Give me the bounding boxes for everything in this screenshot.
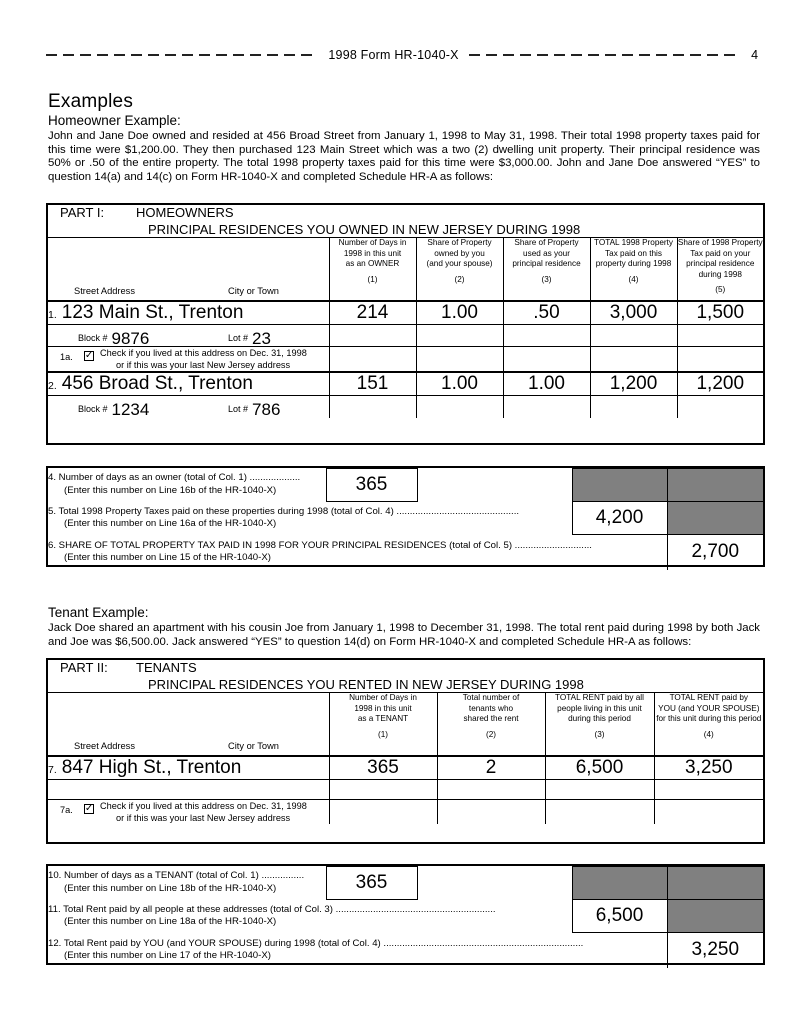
col-head-number: (4) xyxy=(628,274,639,284)
part1-blank-cell xyxy=(416,325,503,347)
line12-label-cell xyxy=(48,933,667,968)
table-row[interactable] xyxy=(48,325,763,347)
line5-value[interactable]: 4,200 xyxy=(572,502,667,535)
col-head-line: 1998 in this unit xyxy=(354,703,412,713)
part2-blank-cell xyxy=(437,800,545,825)
running-header xyxy=(46,48,758,62)
part2-checkbox-row[interactable] xyxy=(48,800,329,825)
col-head-number: (1) xyxy=(367,274,378,284)
part2-title-row xyxy=(48,660,763,693)
part2-col4-header xyxy=(654,693,763,757)
city-or-town-label: City or Town xyxy=(228,286,279,296)
checkbox-text-line2: or if this was your last New Jersey address xyxy=(116,360,291,370)
row-address-value: 456 Broad St., Trenton xyxy=(61,373,253,394)
part1-blank-cell xyxy=(503,325,590,347)
lot-value: 23 xyxy=(252,329,271,348)
part2-title-cell xyxy=(48,660,763,693)
col-head-number: (3) xyxy=(541,274,552,284)
col-head-number: (2) xyxy=(454,274,465,284)
col-head-line: Tax paid on your xyxy=(690,248,751,258)
checkbox-index: 7a. xyxy=(60,805,73,815)
line5-sub: (Enter this number on Line 16a of the HR-1040-X) xyxy=(64,518,277,530)
part2-blank-cell xyxy=(48,780,329,800)
part1-grid xyxy=(48,205,763,418)
shaded-cell xyxy=(667,469,763,502)
col-head-line: TOTAL 1998 Property xyxy=(593,238,674,247)
summary-line-5 xyxy=(48,502,763,535)
part1-blank-cell xyxy=(590,325,677,347)
line12-sub: (Enter this number on Line 17 of the HR-1040-X) xyxy=(64,950,271,962)
part1-subheading: PRINCIPAL RESIDENCES YOU OWNED IN NEW JERSEY DURING 1998 xyxy=(148,222,581,237)
summary-line-12 xyxy=(48,933,763,968)
part1-row2-col5[interactable]: 1,200 xyxy=(677,372,763,396)
homeowner-example-text: John and Jane Doe owned and resided at 456 Broad Street from January 1, 1998 to May 31, 1998. Their total 1998 property taxes paid for this time were $1,200.00. They then purchased 123 Main Street which was a two (2) dwelling unit property. Their principal residence was 50% or .50 of the entire property. The total 1998 property taxes paid for this time were $3,000.00. John and Jane Doe answered “YES” to question 14(a) and 14(c) on Form HR-1040-X and completed Schedule HR-A as follows: xyxy=(48,130,760,183)
part1-summary-grid xyxy=(48,468,764,570)
part2-row7-col3[interactable]: 6,500 xyxy=(545,756,654,780)
col-head-line: shared the rent xyxy=(463,714,519,724)
line12-label: 12. Total Rent paid by YOU (and YOUR SPOUSE) during 1998 (total of Col. 4) ........................................................................... xyxy=(48,937,584,949)
line10-label-cell xyxy=(48,867,326,900)
lot-group xyxy=(228,400,280,420)
part1-col4-header xyxy=(590,238,677,302)
line11-sub: (Enter this number on Line 18a of the HR-1040-X) xyxy=(64,916,277,928)
block-value: 9876 xyxy=(111,329,150,348)
col-head-line: as a TENANT xyxy=(357,714,409,724)
shaded-cell xyxy=(667,900,763,933)
part1-label: PART I: xyxy=(60,205,105,220)
part2-blank-cell xyxy=(545,800,654,825)
line12-value[interactable]: 3,250 xyxy=(691,939,740,961)
part1-blank-cell xyxy=(677,325,763,347)
part2-blank-cell xyxy=(437,780,545,800)
part1-blank-cell xyxy=(416,396,503,418)
part1-summary-table xyxy=(46,466,765,567)
part2-col3-header xyxy=(545,693,654,757)
part2-heading: TENANTS xyxy=(136,660,197,675)
part2-col2-header xyxy=(437,693,545,757)
col-head-line: principal residence xyxy=(686,259,755,269)
tenant-example-paragraph xyxy=(48,622,760,649)
part2-address-header-cell xyxy=(48,693,329,757)
part1-column-header-row xyxy=(48,238,763,302)
checkbox-icon[interactable]: ✓ xyxy=(84,803,94,814)
line5-label: 5. Total 1998 Property Taxes paid on these properties during 1998 (total of Col. 4) .............................................. xyxy=(48,505,520,517)
lot-value: 786 xyxy=(252,400,281,419)
part1-row2-col2[interactable]: 1.00 xyxy=(416,372,503,396)
col-head-line: Share of 1998 Property xyxy=(677,238,763,247)
row-index: 2. xyxy=(48,380,57,392)
col-head-line: Total number of xyxy=(462,693,520,702)
col-head-number: (1) xyxy=(377,729,388,739)
part1-blank-cell xyxy=(503,347,590,373)
col-head-line: property during 1998 xyxy=(595,259,672,269)
shaded-cell xyxy=(572,867,667,900)
col-head-line: used as your xyxy=(523,248,570,258)
street-address-label: Street Address xyxy=(74,286,135,296)
col-head-line: Share of Property xyxy=(427,238,492,247)
part2-blank-cell xyxy=(654,780,763,800)
line6-label: 6. SHARE OF TOTAL PROPERTY TAX PAID IN 1998 FOR YOUR PRINCIPAL RESIDENCES (total of Col. 5) ............................. xyxy=(48,539,592,551)
part1-blank-cell xyxy=(590,396,677,418)
part1-col2-header xyxy=(416,238,503,302)
checkbox-text-line1: Check if you lived at this address on Dec. 31, 1998 xyxy=(100,348,307,358)
col-head-number: (2) xyxy=(485,729,496,739)
line5-label-cell xyxy=(48,502,572,535)
part1-blank-cell xyxy=(329,396,416,418)
part1-heading: HOMEOWNERS xyxy=(136,205,234,220)
part1-blank-cell xyxy=(677,347,763,373)
summary-line-6 xyxy=(48,535,763,570)
line10-label: 10. Number of days as a TENANT (total of Col. 1) ................ xyxy=(48,870,305,882)
row-index: 7. xyxy=(48,764,57,776)
part1-checkbox-row[interactable] xyxy=(48,347,329,373)
part1-row1-col4[interactable]: 3,000 xyxy=(590,301,677,325)
line4-sub: (Enter this number on Line 16b of the HR-1040-X) xyxy=(64,485,277,496)
col-head-number: (4) xyxy=(703,729,714,739)
part2-blank-cell xyxy=(545,780,654,800)
part1-row1-col1[interactable]: 214 xyxy=(329,301,416,325)
table-row[interactable] xyxy=(48,301,763,325)
part1-row1-blocklot[interactable] xyxy=(48,325,329,347)
part1-blank-cell xyxy=(677,396,763,418)
part1-blank-cell xyxy=(329,347,416,373)
homeowner-example-heading: Homeowner Example: xyxy=(48,113,181,128)
part1-row2-col3[interactable]: 1.00 xyxy=(503,372,590,396)
part1-col1-header xyxy=(329,238,416,302)
shaded-cell xyxy=(667,867,763,900)
part1-blank-cell xyxy=(503,396,590,418)
part1-row1-col2[interactable]: 1.00 xyxy=(416,301,503,325)
block-value: 1234 xyxy=(111,400,150,419)
part2-summary-grid xyxy=(48,866,764,968)
tenant-example-text: Jack Doe shared an apartment with his cousin Joe from January 1, 1998 to December 31, 1998. The total rent paid during 1998 by both Jack and Joe was $6,500.00. Jack answered “YES” to question 14(d) on Form HR-1040-X and completed Schedule HR-A as follows: xyxy=(48,622,760,648)
part2-grid xyxy=(48,660,763,824)
col-head-line: TOTAL RENT paid by all xyxy=(555,693,644,702)
header-page-number: 4 xyxy=(751,48,759,62)
table-row[interactable] xyxy=(48,396,763,418)
line6-sub: (Enter this number on Line 15 of the HR-1040-X) xyxy=(64,552,271,564)
part1-row2-address[interactable] xyxy=(48,372,329,396)
row-address-value: 123 Main St., Trenton xyxy=(61,302,244,323)
part2-blank-cell xyxy=(329,800,437,825)
city-or-town-label: City or Town xyxy=(228,741,279,751)
line11-label: 11. Total Rent paid by all people at these addresses (total of Col. 3) ............................................................ xyxy=(48,903,496,915)
col-head-line: Number of Days in xyxy=(338,238,407,247)
checkbox-text-line1: Check if you lived at this address on Dec. 31, 1998 xyxy=(100,801,307,811)
table-row xyxy=(48,780,763,800)
col-head-line: as an OWNER xyxy=(345,259,400,269)
col-head-line: TOTAL RENT paid by xyxy=(669,693,748,702)
col-head-number: (5) xyxy=(715,285,726,295)
part2-row7-col1[interactable]: 365 xyxy=(329,756,437,780)
summary-line-4 xyxy=(48,469,763,502)
col-head-line: YOU (and YOUR SPOUSE) xyxy=(658,703,760,713)
street-address-label: Street Address xyxy=(74,741,135,751)
part2-col1-header xyxy=(329,693,437,757)
part1-blank-cell xyxy=(590,347,677,373)
line4-label: 4. Number of days as an owner (total of Col. 1) ................... xyxy=(48,472,301,484)
part1-row2-blocklot[interactable] xyxy=(48,396,329,418)
part1-row2-col1[interactable]: 151 xyxy=(329,372,416,396)
row-address-value: 847 High St., Trenton xyxy=(61,757,242,778)
part2-blank-cell xyxy=(654,800,763,825)
part1-address-header-cell xyxy=(48,238,329,302)
part1-row1-address[interactable] xyxy=(48,301,329,325)
summary-line-10 xyxy=(48,867,763,900)
col-head-line: during this period xyxy=(568,714,631,724)
part2-column-header-row xyxy=(48,693,763,757)
part1-row1-col3[interactable]: .50 xyxy=(503,301,590,325)
table-row[interactable] xyxy=(48,347,763,373)
line4-label-cell xyxy=(48,469,326,502)
tenant-example-heading: Tenant Example: xyxy=(48,605,149,620)
col-head-line: (and your spouse) xyxy=(426,259,493,269)
part2-row7-col4[interactable]: 3,250 xyxy=(654,756,763,780)
part1-title-row xyxy=(48,205,763,238)
checkbox-icon[interactable]: ✓ xyxy=(84,350,94,361)
shaded-cell xyxy=(572,469,667,502)
col-head-line: Share of Property xyxy=(514,238,579,247)
header-dash-right xyxy=(469,54,741,56)
line10-value[interactable]: 365 xyxy=(326,867,417,900)
header-form-title: 1998 Form HR-1040-X xyxy=(328,48,459,62)
line6-label-cell xyxy=(48,535,667,570)
table-row[interactable] xyxy=(48,756,763,780)
block-label: Block # xyxy=(78,333,108,343)
lot-label: Lot # xyxy=(228,333,249,343)
col-head-line: during 1998 xyxy=(698,269,742,279)
part2-summary-table xyxy=(46,864,765,965)
header-dash-left xyxy=(46,54,318,56)
line6-value[interactable]: 2,700 xyxy=(691,541,740,563)
page-title: Examples xyxy=(48,91,134,112)
block-label: Block # xyxy=(78,404,108,414)
spacer-cell xyxy=(417,867,572,900)
homeowner-example-paragraph xyxy=(48,130,760,184)
col-head-line: people living in this unit xyxy=(557,703,642,713)
part1-table xyxy=(46,203,765,445)
part2-row7-address[interactable] xyxy=(48,756,329,780)
col-head-line: 1998 in this unit xyxy=(343,248,402,258)
line11-value[interactable]: 6,500 xyxy=(572,900,667,933)
part2-table xyxy=(46,658,765,844)
checkbox-index: 1a. xyxy=(60,352,73,362)
col-head-line: owned by you xyxy=(434,248,485,258)
summary-line-11 xyxy=(48,900,763,933)
block-group xyxy=(78,400,149,420)
part1-row2-col4[interactable]: 1,200 xyxy=(590,372,677,396)
table-row[interactable] xyxy=(48,372,763,396)
part2-subheading: PRINCIPAL RESIDENCES YOU RENTED IN NEW JERSEY DURING 1998 xyxy=(148,677,584,692)
part1-blank-cell xyxy=(416,347,503,373)
part1-col5-header xyxy=(677,238,763,302)
col-head-line: Number of Days in xyxy=(349,693,417,702)
checkbox-text-line2: or if this was your last New Jersey address xyxy=(116,813,291,823)
part2-label: PART II: xyxy=(60,660,108,675)
col-head-line: tenants who xyxy=(468,703,514,713)
col-head-line: Tax paid on this xyxy=(605,248,662,258)
col-head-line: for this unit during this period xyxy=(656,714,762,724)
part2-blank-cell xyxy=(329,780,437,800)
part1-row1-col5[interactable]: 1,500 xyxy=(677,301,763,325)
row-index: 1. xyxy=(48,309,57,321)
table-row[interactable] xyxy=(48,800,763,825)
spacer-cell xyxy=(417,469,572,502)
line4-value[interactable]: 365 xyxy=(326,469,417,502)
line10-sub: (Enter this number on Line 18b of the HR-1040-X) xyxy=(64,883,277,894)
col-head-line: principal residence xyxy=(512,259,581,269)
part1-col3-header xyxy=(503,238,590,302)
shaded-cell xyxy=(667,502,763,535)
part2-row7-col2[interactable]: 2 xyxy=(437,756,545,780)
line11-label-cell xyxy=(48,900,572,933)
part1-blank-cell xyxy=(329,325,416,347)
part1-title-cell xyxy=(48,205,763,238)
lot-label: Lot # xyxy=(228,404,249,414)
col-head-number: (3) xyxy=(594,729,605,739)
